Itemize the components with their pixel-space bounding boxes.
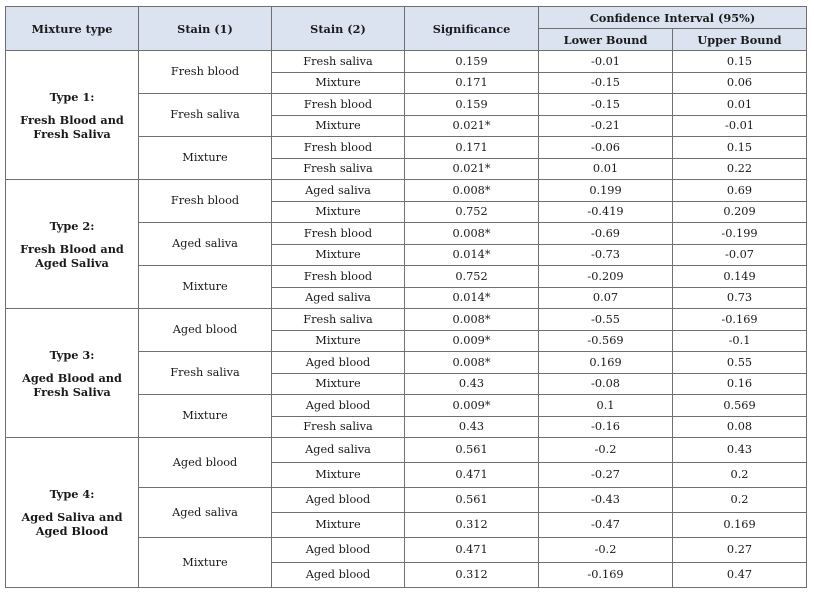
header-row xyxy=(6,7,807,29)
stain-2-cell: Fresh blood xyxy=(272,94,405,116)
table-body xyxy=(6,51,807,588)
mixture-type-label: Type 1: xyxy=(49,89,95,104)
significance-cell: 0.171 xyxy=(405,73,539,94)
stain-2-cell: Aged saliva xyxy=(272,438,405,463)
significance-cell: 0.008* xyxy=(405,223,539,245)
significance-cell: 0.561 xyxy=(405,488,539,513)
upper-bound-cell: -0.07 xyxy=(673,245,807,266)
stain-1-cell: Mixture xyxy=(139,395,272,438)
lower-bound-cell: -0.01 xyxy=(539,51,673,73)
significance-cell: 0.008* xyxy=(405,180,539,202)
stain-2-cell: Mixture xyxy=(272,513,405,538)
lower-bound-cell: -0.06 xyxy=(539,137,673,159)
mixture-type-description: Fresh Blood and Fresh Saliva xyxy=(20,112,124,141)
table-row xyxy=(6,438,807,463)
significance-cell: 0.021* xyxy=(405,159,539,180)
upper-bound-cell: -0.199 xyxy=(673,223,807,245)
mixture-type-label: Type 4: xyxy=(49,487,95,501)
table-row xyxy=(6,309,807,331)
significance-cell: 0.008* xyxy=(405,352,539,374)
lower-bound-cell: -0.419 xyxy=(539,202,673,223)
table-header xyxy=(6,7,807,51)
lower-bound-cell: -0.27 xyxy=(539,463,673,488)
stain-2-cell: Mixture xyxy=(272,463,405,488)
upper-bound-cell: 0.209 xyxy=(673,202,807,223)
significance-cell: 0.014* xyxy=(405,288,539,309)
stain-2-cell: Fresh blood xyxy=(272,266,405,288)
upper-bound-cell: 0.01 xyxy=(673,94,807,116)
significance-cell: 0.009* xyxy=(405,395,539,417)
lower-bound-cell: -0.21 xyxy=(539,116,673,137)
mixture-type-cell xyxy=(6,309,139,438)
stain-1-cell: Aged blood xyxy=(139,309,272,352)
lower-bound-cell: -0.08 xyxy=(539,374,673,395)
upper-bound-cell: 0.08 xyxy=(673,417,807,438)
stain-1-cell: Mixture xyxy=(139,538,272,588)
significance-cell: 0.312 xyxy=(405,513,539,538)
mixture-type-description: Fresh Blood and Aged Saliva xyxy=(20,241,124,270)
significance-cell: 0.014* xyxy=(405,245,539,266)
upper-bound-cell: -0.01 xyxy=(673,116,807,137)
upper-bound-cell: 0.73 xyxy=(673,288,807,309)
lower-bound-cell: -0.2 xyxy=(539,438,673,463)
stain-1-cell: Mixture xyxy=(139,137,272,180)
significance-cell: 0.471 xyxy=(405,463,539,488)
significance-cell: 0.43 xyxy=(405,417,539,438)
lower-bound-cell: 0.1 xyxy=(539,395,673,417)
lower-bound-cell: 0.199 xyxy=(539,180,673,202)
header-confidence-interval: Confidence Interval (95%) xyxy=(539,7,807,29)
upper-bound-cell: 0.15 xyxy=(673,137,807,159)
upper-bound-cell: 0.43 xyxy=(673,438,807,463)
header-stain-1: Stain (1) xyxy=(139,7,272,51)
significance-cell: 0.009* xyxy=(405,331,539,352)
stain-2-cell: Aged blood xyxy=(272,538,405,563)
significance-cell: 0.312 xyxy=(405,563,539,588)
lower-bound-cell: -0.2 xyxy=(539,538,673,563)
stain-2-cell: Aged blood xyxy=(272,488,405,513)
lower-bound-cell: -0.169 xyxy=(539,563,673,588)
stain-2-cell: Mixture xyxy=(272,202,405,223)
stain-1-cell: Mixture xyxy=(139,266,272,309)
header-upper-bound: Upper Bound xyxy=(673,29,807,51)
mixture-type-cell xyxy=(6,438,139,588)
upper-bound-cell: 0.27 xyxy=(673,538,807,563)
stain-1-cell: Fresh saliva xyxy=(139,352,272,395)
mixture-type-cell xyxy=(6,180,139,309)
significance-cell: 0.159 xyxy=(405,51,539,73)
stain-2-cell: Aged saliva xyxy=(272,180,405,202)
header-stain-2: Stain (2) xyxy=(272,7,405,51)
upper-bound-cell: -0.169 xyxy=(673,309,807,331)
upper-bound-cell: -0.1 xyxy=(673,331,807,352)
upper-bound-cell: 0.149 xyxy=(673,266,807,288)
mixture-type-cell xyxy=(6,51,139,180)
table-container xyxy=(5,6,807,588)
lower-bound-cell: 0.07 xyxy=(539,288,673,309)
table-row xyxy=(6,51,807,73)
stain-1-cell: Fresh blood xyxy=(139,51,272,94)
lower-bound-cell: 0.01 xyxy=(539,159,673,180)
upper-bound-cell: 0.15 xyxy=(673,51,807,73)
stain-2-cell: Fresh blood xyxy=(272,137,405,159)
stain-2-cell: Aged blood xyxy=(272,563,405,588)
upper-bound-cell: 0.569 xyxy=(673,395,807,417)
mixture-type-label: Type 3: xyxy=(49,347,95,362)
upper-bound-cell: 0.55 xyxy=(673,352,807,374)
significance-cell: 0.752 xyxy=(405,202,539,223)
lower-bound-cell: -0.69 xyxy=(539,223,673,245)
stain-2-cell: Aged saliva xyxy=(272,288,405,309)
lower-bound-cell: -0.47 xyxy=(539,513,673,538)
lower-bound-cell: -0.73 xyxy=(539,245,673,266)
stain-2-cell: Aged blood xyxy=(272,395,405,417)
stain-1-cell: Fresh blood xyxy=(139,180,272,223)
upper-bound-cell: 0.16 xyxy=(673,374,807,395)
stain-2-cell: Mixture xyxy=(272,73,405,94)
significance-cell: 0.43 xyxy=(405,374,539,395)
significance-cell: 0.008* xyxy=(405,309,539,331)
lower-bound-cell: -0.15 xyxy=(539,94,673,116)
stain-2-cell: Fresh saliva xyxy=(272,159,405,180)
upper-bound-cell: 0.2 xyxy=(673,488,807,513)
stain-2-cell: Fresh saliva xyxy=(272,309,405,331)
significance-cell: 0.471 xyxy=(405,538,539,563)
stain-2-cell: Mixture xyxy=(272,116,405,137)
lower-bound-cell: -0.209 xyxy=(539,266,673,288)
lower-bound-cell: -0.43 xyxy=(539,488,673,513)
significance-cell: 0.171 xyxy=(405,137,539,159)
table-row xyxy=(6,180,807,202)
stain-1-cell: Aged saliva xyxy=(139,488,272,538)
mixture-type-description: Aged Saliva and Aged Blood xyxy=(21,510,123,538)
stain-2-cell: Mixture xyxy=(272,331,405,352)
upper-bound-cell: 0.2 xyxy=(673,463,807,488)
stain-1-cell: Aged blood xyxy=(139,438,272,488)
stain-2-cell: Mixture xyxy=(272,374,405,395)
stain-1-cell: Aged saliva xyxy=(139,223,272,266)
significance-cell: 0.561 xyxy=(405,438,539,463)
lower-bound-cell: -0.569 xyxy=(539,331,673,352)
upper-bound-cell: 0.22 xyxy=(673,159,807,180)
lower-bound-cell: 0.169 xyxy=(539,352,673,374)
lower-bound-cell: -0.55 xyxy=(539,309,673,331)
stain-2-cell: Aged blood xyxy=(272,352,405,374)
mixture-type-description: Aged Blood and Fresh Saliva xyxy=(22,370,122,399)
results-table xyxy=(5,6,807,588)
mixture-type-label: Type 2: xyxy=(49,218,95,233)
significance-cell: 0.752 xyxy=(405,266,539,288)
stain-1-cell: Fresh saliva xyxy=(139,94,272,137)
stain-2-cell: Fresh saliva xyxy=(272,51,405,73)
header-mixture-type: Mixture type xyxy=(6,7,139,51)
significance-cell: 0.021* xyxy=(405,116,539,137)
header-significance: Significance xyxy=(405,7,539,51)
upper-bound-cell: 0.47 xyxy=(673,563,807,588)
stain-2-cell: Fresh blood xyxy=(272,223,405,245)
lower-bound-cell: -0.16 xyxy=(539,417,673,438)
upper-bound-cell: 0.169 xyxy=(673,513,807,538)
significance-cell: 0.159 xyxy=(405,94,539,116)
stain-2-cell: Mixture xyxy=(272,245,405,266)
upper-bound-cell: 0.69 xyxy=(673,180,807,202)
stain-2-cell: Fresh saliva xyxy=(272,417,405,438)
header-lower-bound: Lower Bound xyxy=(539,29,673,51)
lower-bound-cell: -0.15 xyxy=(539,73,673,94)
upper-bound-cell: 0.06 xyxy=(673,73,807,94)
